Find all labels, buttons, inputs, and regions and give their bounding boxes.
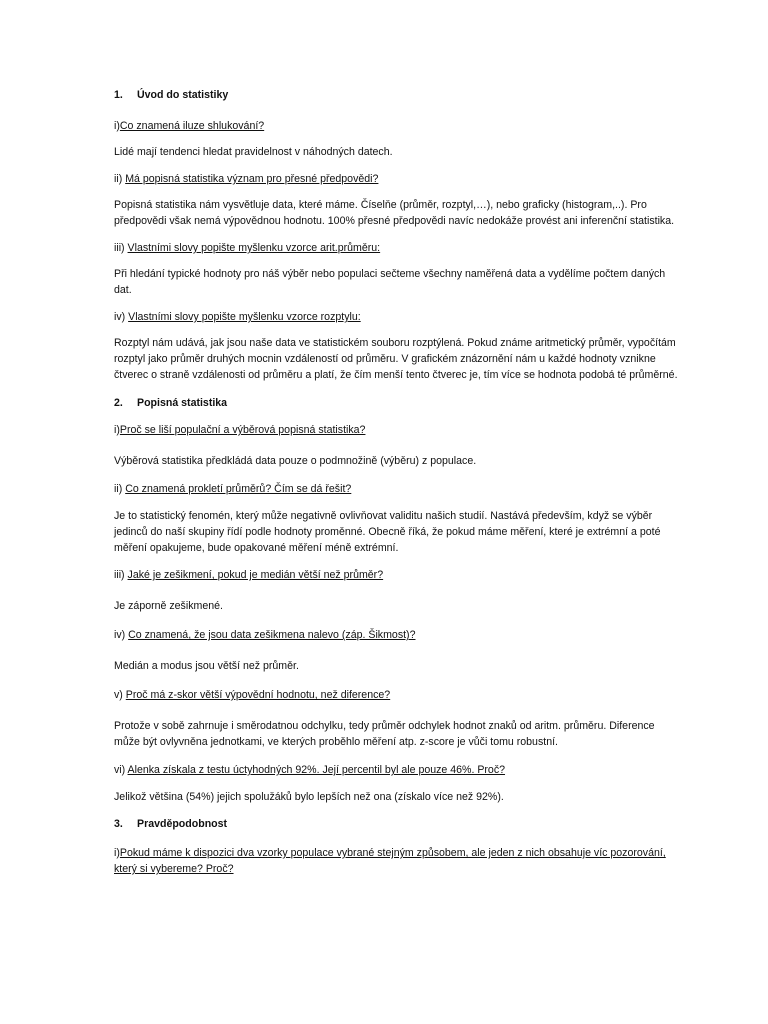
question-prefix: vi) (114, 764, 128, 776)
question-prefix: iv) (114, 629, 129, 641)
question-text: Proč se liší populační a výběrová popisná statistika? (119, 424, 366, 436)
section-number: 2. (114, 397, 123, 409)
question (114, 628, 678, 642)
question-prefix: ii) (114, 483, 126, 495)
question-prefix: i) (114, 120, 120, 132)
question-text: Vlastními slovy popište myšlenku vzorce rozptylu: (128, 311, 361, 323)
section-title: Úvod do statistiky (137, 89, 229, 101)
question-text: Vlastními slovy popište myšlenku vzorce arit.průměru: (127, 242, 381, 254)
question (114, 241, 678, 255)
answer: Výběrová statistika předkládá data pouze o podmnožině (výběru) z populace. (114, 455, 477, 467)
answer: Je to statistický fenomén, který může negativně ovlivňovat validitu našich studií. Nastává především, když se výběr jedinců do naší skupiny řídí podle hodnoty proměnné. Obecně říká, že pokud máme měření, které je extrémní a poté měření opakujeme, bude opakované měření méně extrémní. (114, 510, 661, 554)
question-text: Co znamená prokletí průměrů? Čím se dá řešit? (125, 483, 352, 495)
answer: Lidé mají tendenci hledat pravidelnost v náhodných datech. (114, 146, 393, 158)
question (114, 172, 678, 186)
section-heading (114, 396, 678, 410)
question-prefix: iii) (114, 242, 128, 254)
section-title: Pravděpodobnost (137, 818, 228, 830)
question-prefix: iii) (114, 569, 128, 581)
question-text: Proč má z-skor větší výpovědní hodnotu, než diference? (125, 689, 391, 701)
question-text: Co znamená iluze shlukování? (119, 120, 265, 132)
answer: Medián a modus jsou větší než průměr. (114, 660, 299, 672)
question (114, 119, 678, 133)
question (114, 845, 678, 877)
answer: Popisná statistika nám vysvětluje data, které máme. Číselňe (průměr, rozptyl,…), nebo graficky (histogram,..). Pro předpovědi však nemá výpovědnou hodnotu. 100% přesné předpovědi navíc nedokáže provést ani inferenční statistika. (114, 199, 675, 227)
question (114, 482, 678, 496)
section-number: 1. (114, 89, 123, 101)
question-text: Pokud máme k dispozici dva vzorky populace vybrané stejným způsobem, ale jeden z nich obsahuje víc pozorování, který si vybereme? Proč? (114, 847, 666, 875)
question-prefix: i) (114, 424, 120, 436)
question-text: Alenka získala z testu úctyhodných 92%. Její percentil byl ale pouze 46%. Proč? (127, 764, 506, 776)
question-text: Jaké je zešikmení, pokud je medián větší než průměr? (127, 569, 384, 581)
question-prefix: i) (114, 847, 120, 859)
section-number: 3. (114, 818, 123, 830)
section-heading (114, 817, 678, 831)
answer: Protože v sobě zahrnuje i směrodatnou odchylku, tedy průměr odchylek hodnot znaků od aritm. průměru. Diference může být ovlyvněna jednotkami, ve kterých proběhlo měření atp. z-score je vůči tomu robustní. (114, 720, 655, 748)
question (114, 763, 678, 777)
answer: Při hledání typické hodnoty pro náš výběr nebo populaci sečteme všechny naměřená data a vydělíme počtem daných dat. (114, 268, 666, 296)
question-text: Má popisná statistika význam pro přesné předpovědi? (125, 173, 379, 185)
question (114, 423, 678, 437)
section-title: Popisná statistika (137, 397, 228, 409)
question-text: Co znamená, že jsou data zešikmena nalevo (záp. Šikmost)? (128, 629, 416, 641)
answer: Rozptyl nám udává, jak jsou naše data ve statistickém souboru rozptýlená. Pokud známe aritmetický průměr, vypočítám rozptyl jako průměr druhých mocnin vzdáleností od průměru. V grafickém znázornění nám u každé hodnoty vznikne čtverec o straně vzdálenosti od průměru a platí, že čím menší tento čtverec je, tím více se hodnota podobá té průměrné. (114, 337, 678, 381)
question-prefix: v) (114, 689, 126, 701)
question (114, 568, 678, 582)
answer: Je záporně zešikmené. (114, 600, 223, 612)
question (114, 688, 678, 702)
question-prefix: iv) (114, 311, 129, 323)
question (114, 310, 678, 324)
question-prefix: ii) (114, 173, 126, 185)
section-heading (114, 88, 678, 102)
answer: Jelikož většina (54%) jejich spolužáků bylo lepších než ona (získalo více než 92%). (114, 791, 504, 803)
